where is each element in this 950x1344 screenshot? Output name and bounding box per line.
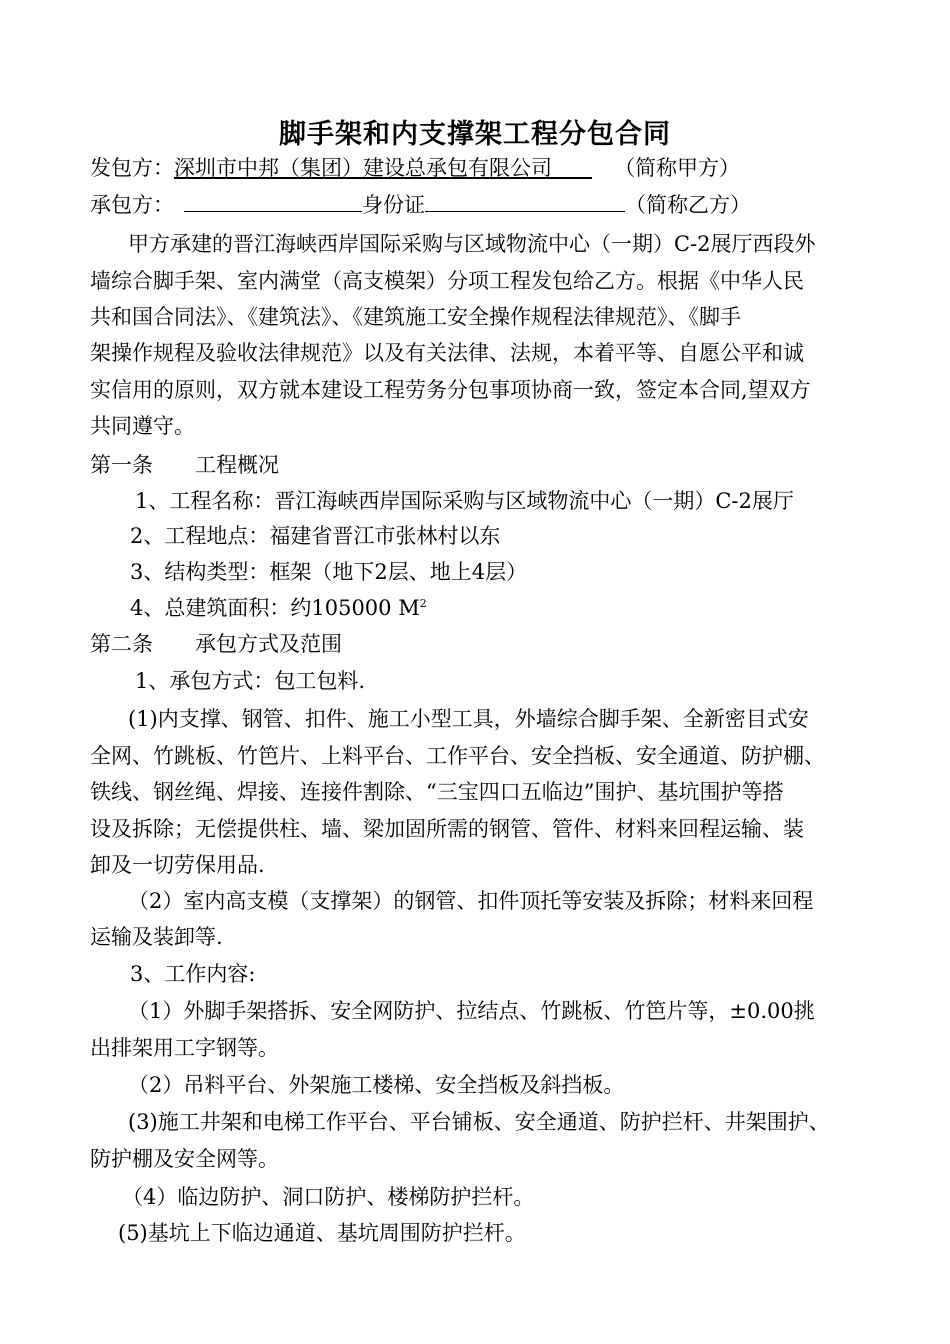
article-2-line: （2）室内高支模（支撑架）的钢管、扣件顶托等安装及拆除；材料来回程 [128, 889, 814, 913]
contractor-label: 发包方： [90, 156, 174, 180]
intro-line: 墙综合脚手架、室内满堂（高支模架）分项工程发包给乙方。根据《中华人民 [90, 269, 804, 293]
subcontractor-abbr: （简称乙方） [625, 193, 751, 217]
article-2-line: 卸及一切劳保用品. [90, 853, 265, 877]
article-2-line: 铁线、钢丝绳、焊接、连接件割除、“三宝四口五临边”围护、基坑围护等搭 [90, 780, 784, 804]
total-area-item [130, 593, 427, 623]
intro-line: 共和国合同法》、《建筑法》、《建筑施工安全操作规程法律规范》、《脚手 [90, 305, 741, 329]
contractor-name: 深圳市中邦（集团）建设总承包有限公司 [174, 156, 552, 180]
structure-type-item: 3、结构类型：框架（地下2层、地上4层） [130, 560, 528, 584]
intro-line: 甲方承建的晋江海峡西岸国际采购与区域物流中心（一期）C-2展厅西段外 [128, 232, 816, 256]
id-label: 身份证 [362, 193, 425, 217]
article-2-line: 1、承包方式：包工包料. [135, 669, 366, 693]
id-number-blank [425, 189, 625, 212]
intro-line: 架操作规程及验收法律规范》以及有关法律、法规，本着平等、自愿公平和诚 [90, 341, 804, 365]
article-2-line: (1)内支撑、钢管、扣件、施工小型工具，外墙综合脚手架、全新密目式安 [128, 707, 809, 731]
document-title: 脚手架和内支撑架工程分包合同 [279, 119, 671, 150]
subcontractor-line [90, 189, 751, 220]
intro-line: 共同遵守。 [90, 414, 195, 438]
article-2-line: （4）临边防护、洞口防护、楼梯防护拦杆。 [122, 1185, 535, 1209]
contractor-abbr: （简称甲方） [614, 156, 741, 180]
article-2-line: 运输及装卸等. [90, 925, 223, 949]
article-2-line: 3、工作内容: [130, 962, 256, 986]
article-2-heading: 第二条 承包方式及范围 [90, 632, 342, 656]
article-2-line: 防护棚及安全网等。 [90, 1147, 279, 1171]
contractor-name-pad [552, 156, 592, 180]
total-area-text: 4、总建筑面积：约105000 M [130, 596, 420, 620]
article-1-heading: 第一条 工程概况 [90, 453, 279, 477]
intro-line: 实信用的原则，双方就本建设工程劳务分包事项协商一致，签定本合同,望双方 [90, 378, 811, 402]
article-2-line: （1）外脚手架搭拆、安全网防护、拉结点、竹跳板、竹笆片等，±0.00挑 [128, 999, 815, 1023]
area-unit-superscript: 2 [419, 597, 427, 610]
article-2-line: （2）吊料平台、外架施工楼梯、安全挡板及斜挡板。 [128, 1073, 625, 1097]
subcontractor-name-blank [184, 189, 362, 212]
project-name-item: 1、工程名称：晋江海峡西岸国际采购与区域物流中心（一期）C-2展厅 [135, 489, 794, 513]
article-2-line: (5)基坑上下临边通道、基坑周围防护拦杆。 [118, 1221, 526, 1245]
article-2-line: (3)施工井架和电梯工作平台、平台铺板、安全通道、防护拦杆、井架围护、 [128, 1110, 830, 1134]
article-2-line: 出排架用工字钢等。 [90, 1036, 279, 1060]
article-2-line: 设及拆除；无偿提供柱、墙、梁加固所需的钢管、管件、材料来回程运输、装 [90, 817, 804, 841]
project-location-item: 2、工程地点：福建省晋江市张林村以东 [130, 524, 501, 548]
article-2-line: 全网、竹跳板、竹笆片、上料平台、工作平台、安全挡板、安全通道、防护棚、 [90, 744, 825, 768]
contractor-line [90, 153, 740, 183]
subcontractor-label: 承包方： [90, 193, 174, 217]
